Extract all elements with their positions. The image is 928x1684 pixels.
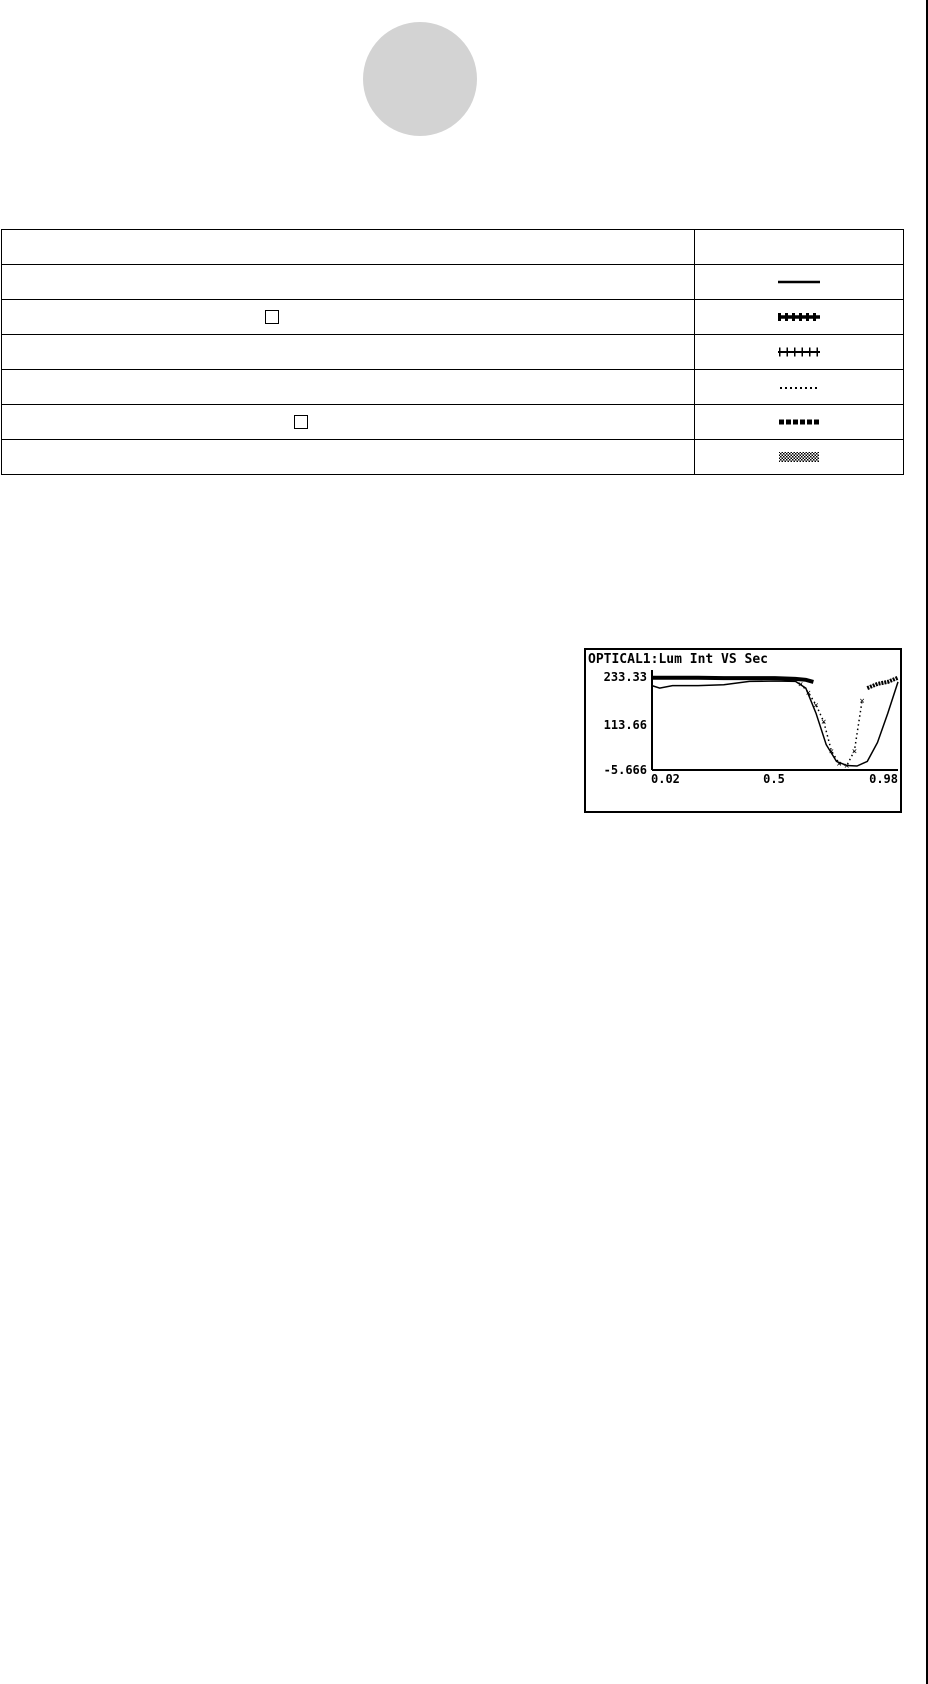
graph-title: OPTICAL1:Lum Int VS Sec — [588, 652, 769, 667]
table-cell — [695, 440, 904, 475]
x-tick-label: 0.98 — [869, 772, 898, 786]
table-row — [2, 405, 904, 440]
calculator-graph-screen — [584, 648, 902, 813]
table-row — [2, 300, 904, 335]
line-style-normal-swatch — [774, 275, 824, 289]
series-line-normal — [652, 681, 898, 766]
table-header-row — [2, 230, 904, 265]
data-point-marker: × — [836, 759, 842, 770]
table-cell — [695, 265, 904, 300]
line-style-table — [1, 229, 904, 475]
section-badge — [363, 22, 477, 136]
table-cell — [2, 335, 695, 370]
table-cell — [2, 300, 695, 335]
table-row — [2, 370, 904, 405]
y-tick-label: 113.66 — [603, 718, 647, 732]
checkbox-icon — [294, 415, 308, 429]
data-point-marker: × — [813, 700, 819, 711]
line-style-hatched-swatch — [774, 450, 824, 464]
table-cell — [695, 405, 904, 440]
table-header-cell — [695, 230, 904, 265]
data-point-marker: × — [828, 746, 835, 757]
x-tick-label: 0.02 — [651, 772, 680, 786]
y-tick-label: -5.666 — [603, 763, 647, 777]
x-tick-label: 0.5 — [763, 772, 785, 786]
line-style-thin-dotted-swatch — [774, 415, 824, 429]
table-header-cell — [2, 230, 695, 265]
table-row — [2, 335, 904, 370]
series-layer — [652, 678, 898, 772]
table-cell — [2, 370, 695, 405]
data-point-marker: × — [805, 688, 812, 699]
graph-svg — [586, 650, 900, 811]
y-tick-label: 233.33 — [603, 670, 647, 684]
table-cell — [2, 440, 695, 475]
data-point-marker: × — [844, 761, 850, 772]
line-style-broken-swatch — [774, 345, 824, 359]
series-line-hatched — [867, 678, 898, 688]
checkbox-icon — [265, 310, 279, 324]
data-point-marker: × — [797, 679, 804, 690]
data-point-marker: × — [851, 746, 858, 757]
data-point-marker: × — [820, 717, 827, 728]
table-cell — [695, 335, 904, 370]
table-cell — [2, 405, 695, 440]
table-row — [2, 440, 904, 475]
table-cell — [2, 265, 695, 300]
data-point-marker: × — [859, 696, 865, 707]
table-cell — [695, 300, 904, 335]
line-style-thick-swatch — [774, 310, 824, 324]
line-style-dot-swatch — [774, 380, 824, 394]
table-cell — [695, 370, 904, 405]
table-row — [2, 265, 904, 300]
